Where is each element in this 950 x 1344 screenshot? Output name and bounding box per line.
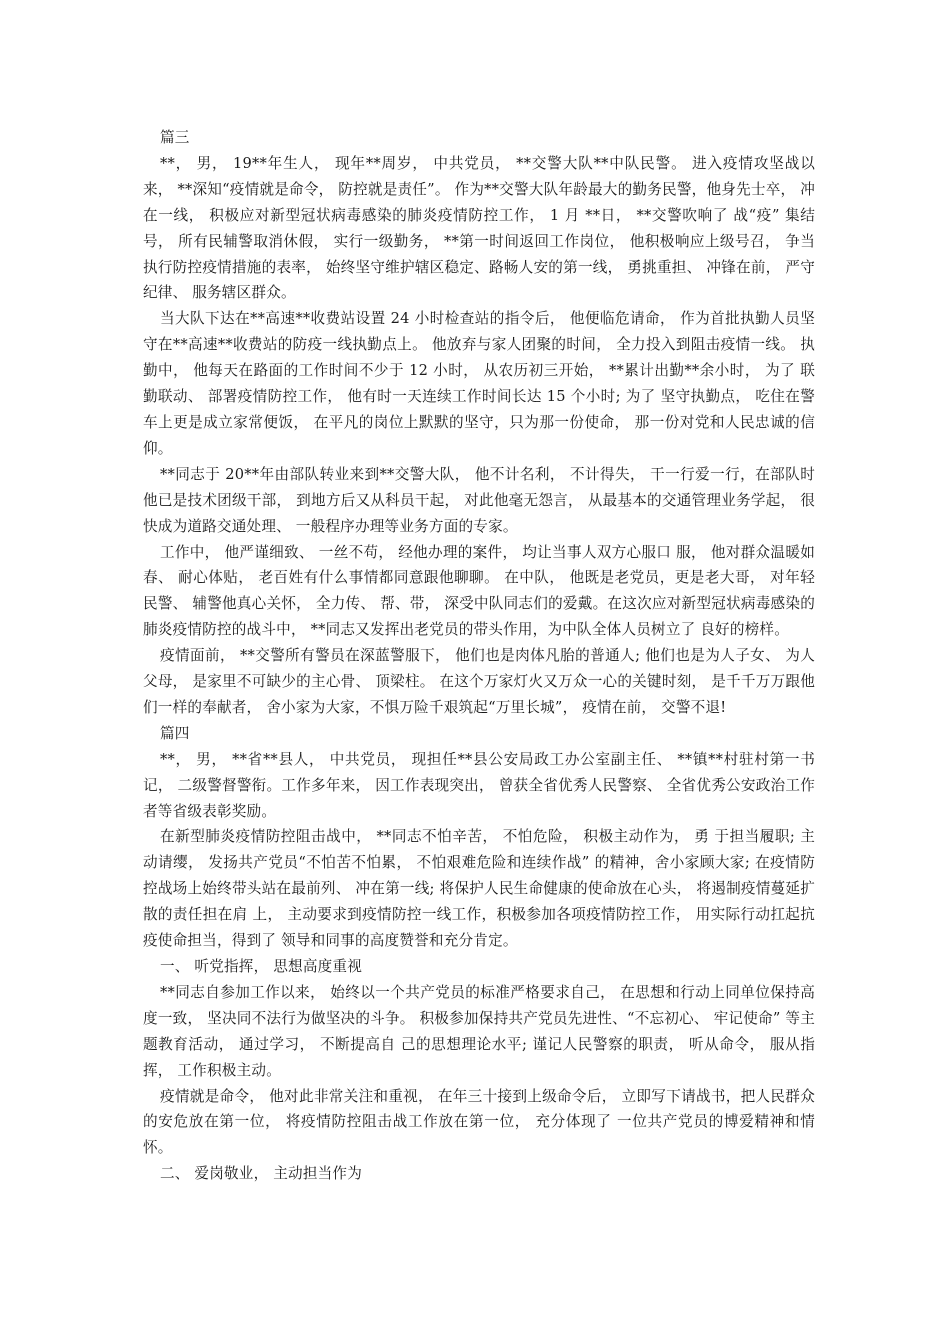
section-title-pian-san: 篇三 xyxy=(160,129,190,146)
subsection-title-1: 一、 听党指挥， 思想高度重视 xyxy=(160,958,362,975)
paragraph: **同志自参加工作以来， 始终以一个共产党员的标准严格要求自己， 在思想和行动上同单位保持高度一致， 坚决同不法行为做坚决的斗争。 积极参加保持共产党员先进性、“不忘初心、 牢记使命” 等主题教育活动， 通过学习， 不断提高自 己的思想理论水平; 谨记人民警察的职责， 听从命令， 服从指挥， 工作积极主动。 xyxy=(143,983,815,1079)
paragraph: 疫情面前， **交警所有警员在深蓝警服下， 他们也是肉体凡胎的普通人; 他们也是为人子女、 为人父母， 是家里不可缺少的主心骨、 顶梁柱。 在这个万家灯火又万众一心的关键时刻， 是千千万万跟他们一样的奉献者， 舍小家为大家，不惧万险千艰筑起“万里长城”， 疫情在前， 交警不退! xyxy=(143,647,815,716)
paragraph: 工作中， 他严谨细致、 一丝不苟， 经他办理的案件， 均让当事人双方心服口 服， 他对群众温暖如春、 耐心体贴， 老百姓有什么事情都同意跟他聊聊。 在中队， 他既是老党员，更是老大哥， 对年轻民警、 辅警他真心关怀， 全力传、 帮、带， 深受中队同志们的爱戴。在这次应对新型冠状病毒感染的肺炎疫情防控的战斗中， **同志又发挥出老党员的带头作用，为中队全体人员树立了 良好的榜样。 xyxy=(143,543,815,639)
subsection-title-2: 二、 爱岗敬业， 主动担当作为 xyxy=(160,1165,362,1183)
paragraph: **同志于 20**年由部队转业来到**交警大队， 他不计名利， 不计得失， 干一行爱一行，在部队时他已是技术团级干部， 到地方后又从科员干起， 对此他毫无怨言， 从最基本的交通管理业务学起， 很快成为道路交通处理、 一般程序办理等业务方面的专家。 xyxy=(143,465,815,535)
paragraph: 疫情就是命令， 他对此非常关注和重视， 在年三十接到上级命令后， 立即写下请战书，把人民群众的安危放在第一位， 将疫情防控阻击战工作放在第一位， 充分体现了 一位共产党员的博爱精神和情怀。 xyxy=(143,1087,815,1157)
paragraph: 在新型肺炎疫情防控阻击战中， **同志不怕辛苦， 不怕危险， 积极主动作为， 勇 于担当履职; 主动请缨， 发扬共产党员“不怕苦不怕累， 不怕艰难危险和连续作战” 的精神，舍小家顾大家; 在疫情防控战场上始终带头站在最前列、 冲在第一线; 将保护人民生命健康的使命放在心头， 将遏制疫情蔓延扩散的责任担在肩 上， 主动要求到疫情防控一线工作，积极参加各项疫情防控工作， 用实际行动扛起抗疫使命担当，得到了 领导和同事的高度赞誉和充分肯定。 xyxy=(143,828,815,950)
paragraph: 当大队下达在**高速**收费站设置 24 小时检查站的指令后， 他便临危请命， 作为首批执勤人员坚守在**高速**收费站的防疫一线执勤点上。 他放弃与家人团聚的时间， 全力投入到阻击疫情一线。 执勤中， 他每天在路面的工作时间不少于 12 小时， 从农历初三开始， **累计出勤**余小时， 为了 联勤联动、 部署疫情防控工作， 他有时一天连续工作时间长达 15 个小时; 为了 坚守执勤点， 吃住在警车上更是成立家常便饭， 在平凡的岗位上默默的坚守，只为那一份使命， 那一份对党和人民忠诚的信仰。 xyxy=(143,310,815,457)
paragraph: **， 男， **省**县人， 中共党员， 现担任**县公安局政工办公室副主任、 **镇**村驻村第一书记， 二级警督警衔。工作多年来， 因工作表现突出， 曾获全省优秀人民警察、 全省优秀公安政治工作者等省级表彰奖励。 xyxy=(143,750,815,820)
document-page xyxy=(143,125,815,1187)
paragraph: **， 男， 19**年生人， 现年**周岁， 中共党员， **交警大队**中队民警。 进入疫情攻坚战以来， **深知“疫情就是命令， 防控就是责任”。 作为**交警大队年龄最大的勤务民警，他身先士卒， 冲在一线， 积极应对新型冠状病毒感染的肺炎疫情防控工作， 1 月 **日， **交警吹响了 战“疫” 集结号， 所有民辅警取消休假， 实行一级勤务， **第一时间返回工作岗位， 他积极响应上级号召， 争当执行防控疫情措施的表率， 始终坚守维护辖区稳定、路畅人安的第一线， 勇挑重担、 冲锋在前， 严守纪律、 服务辖区群众。 xyxy=(143,154,815,302)
section-title-pian-si: 篇四 xyxy=(160,724,190,742)
